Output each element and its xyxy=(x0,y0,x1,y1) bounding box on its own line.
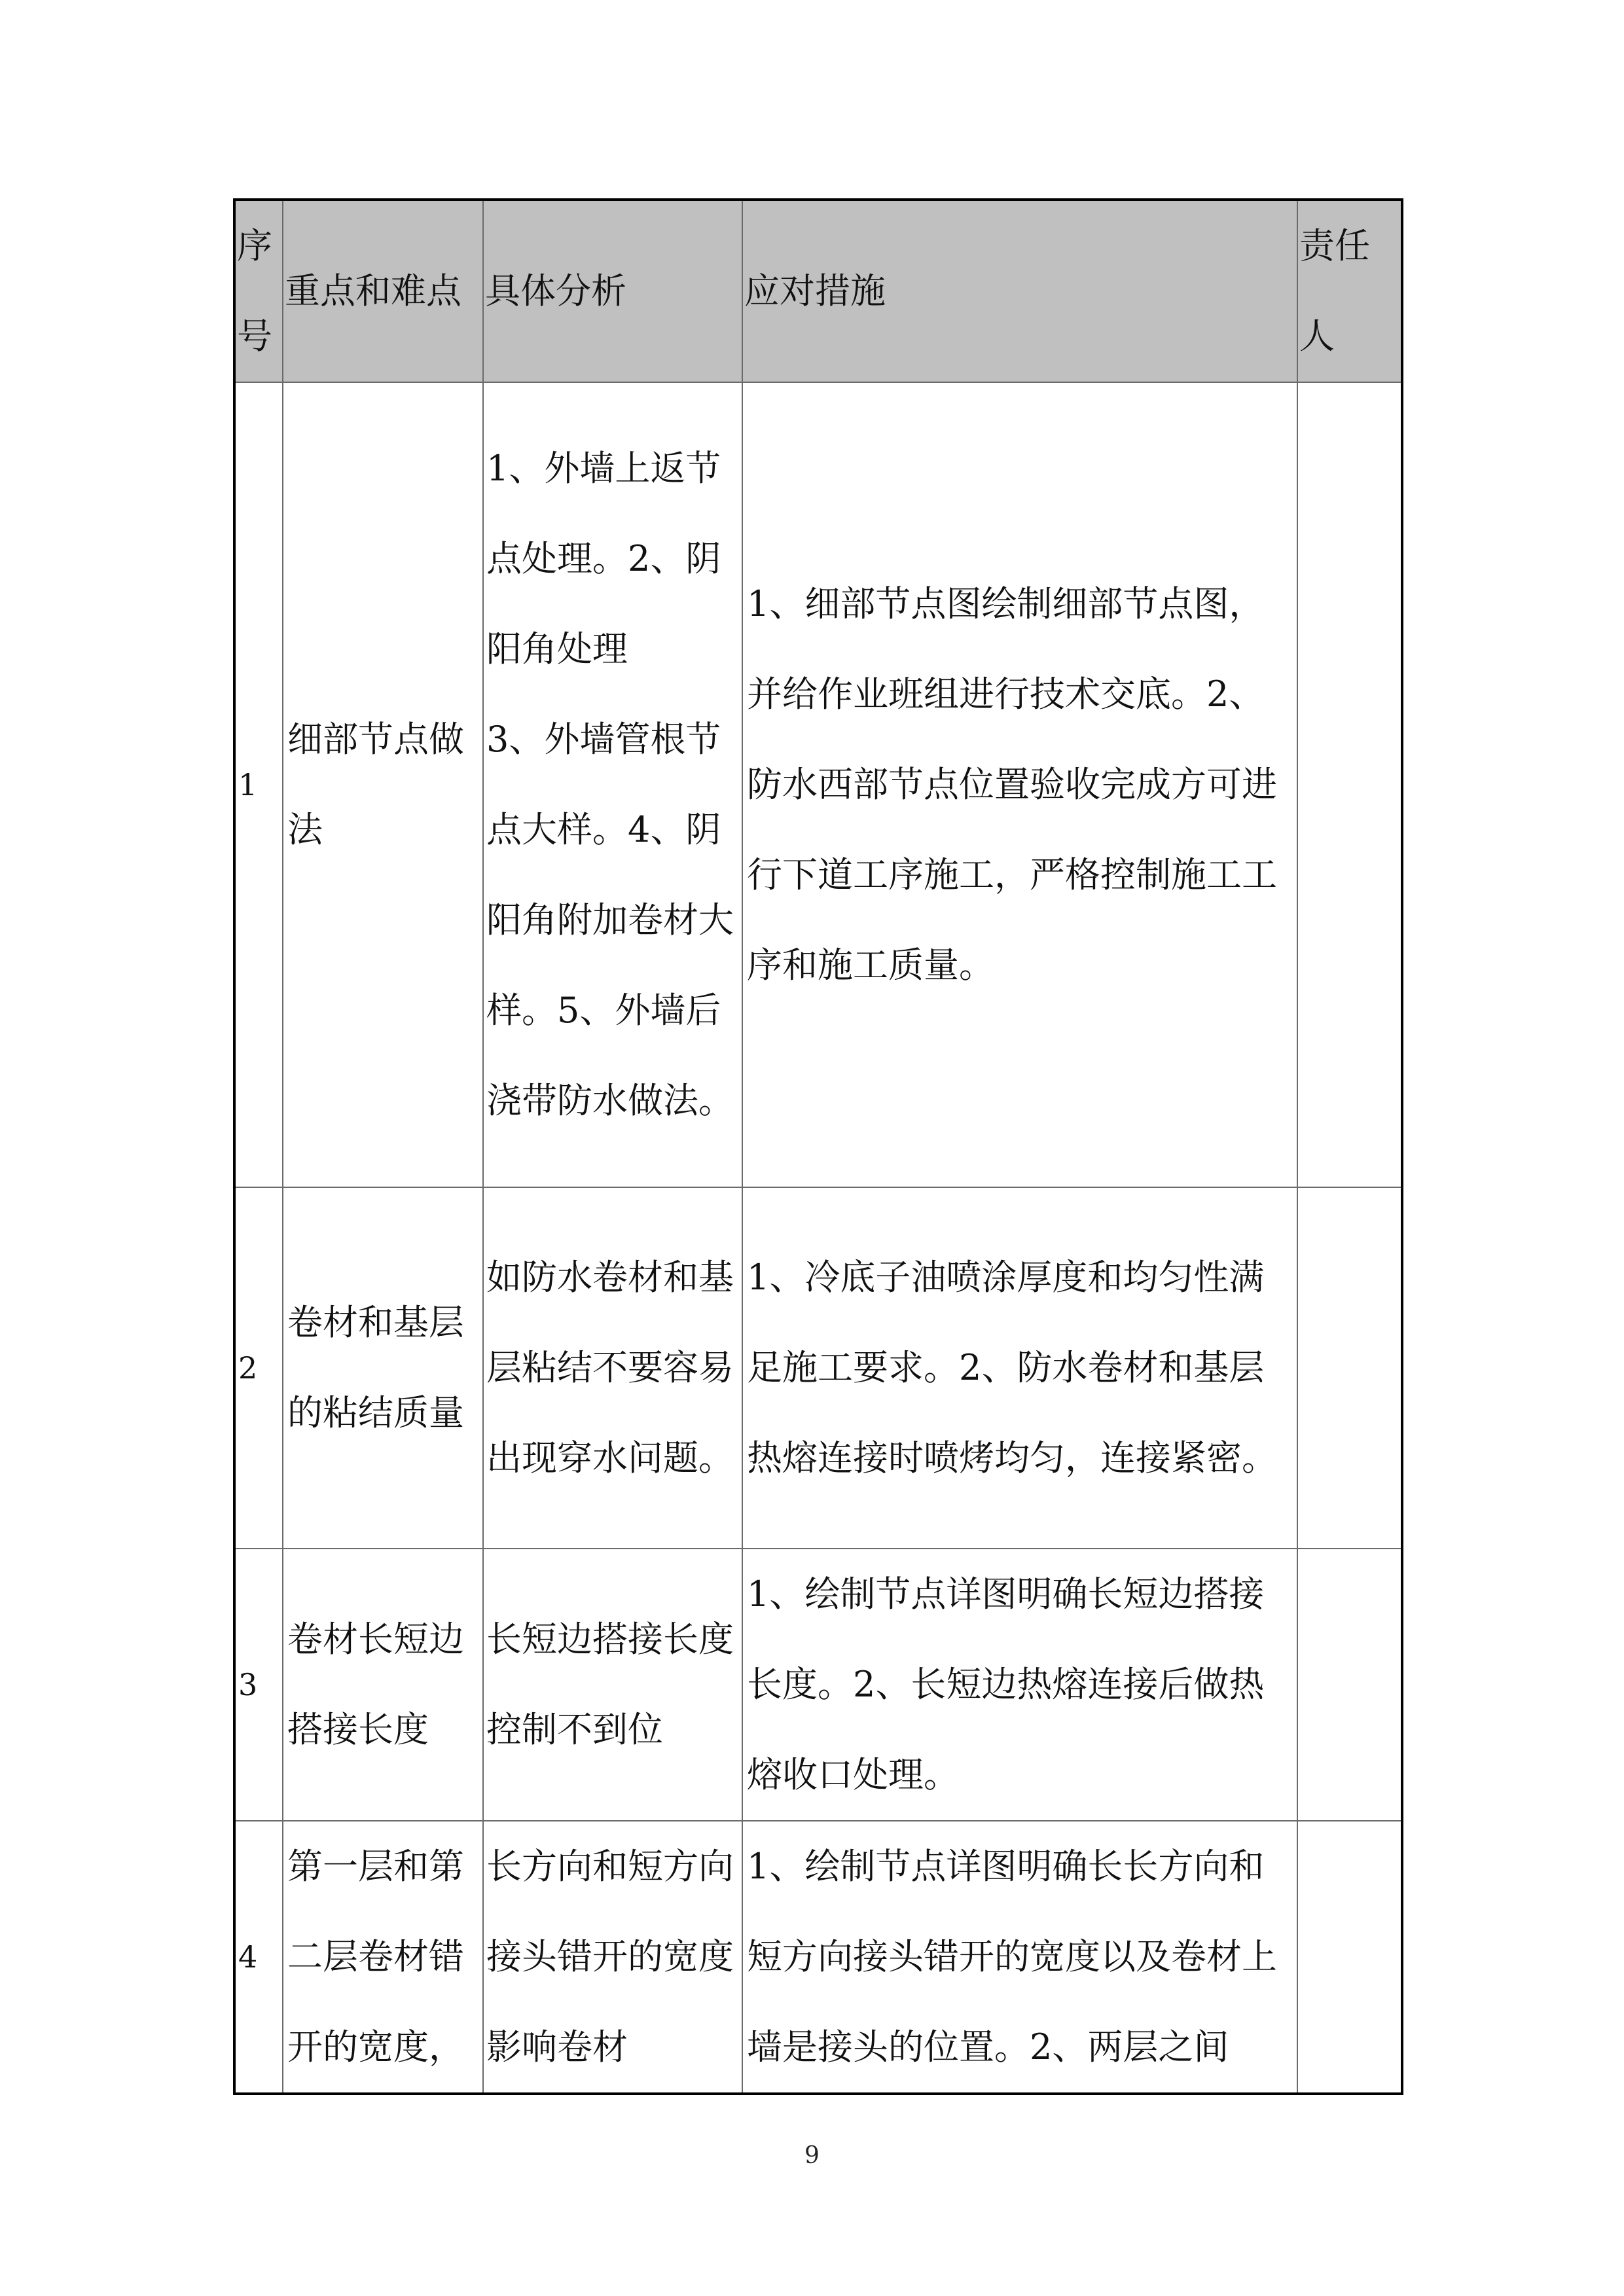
row-key-point: 卷材长短边搭接长度 xyxy=(283,1549,483,1821)
table-row xyxy=(234,1549,1402,1821)
row-responsible xyxy=(1297,382,1402,1187)
header-responsible-person: 责任人 xyxy=(1297,200,1402,382)
row-responsible xyxy=(1297,1821,1402,2094)
page-number: 9 xyxy=(804,2142,820,2169)
row-analysis: 1、外墙上返节点处理。2、阴阳角处理 3、外墙管根节点大样。4、阴阳角附加卷材大样。5、外墙后浇带防水做法。 xyxy=(483,382,742,1187)
header-specific-analysis: 具体分析 xyxy=(483,200,742,382)
row-serial-number: 2 xyxy=(234,1187,283,1549)
header-row xyxy=(234,200,1402,382)
header-key-difficult-points: 重点和难点 xyxy=(283,200,483,382)
row-serial-number: 3 xyxy=(234,1549,283,1821)
table-header xyxy=(234,200,1402,382)
row-responsible xyxy=(1297,1549,1402,1821)
construction-key-points-table xyxy=(233,198,1403,2095)
row-analysis: 如防水卷材和基层粘结不要容易出现穿水问题。 xyxy=(483,1187,742,1549)
table-row xyxy=(234,382,1402,1187)
row-key-point: 卷材和基层的粘结质量 xyxy=(283,1187,483,1549)
row-responsible xyxy=(1297,1187,1402,1549)
row-serial-number: 4 xyxy=(234,1821,283,2094)
table-body xyxy=(234,382,1402,2094)
row-measures: 1、冷底子油喷涂厚度和均匀性满足施工要求。2、防水卷材和基层热熔连接时喷烤均匀，连接紧密。 xyxy=(742,1187,1297,1549)
header-serial-number: 序号 xyxy=(234,200,283,382)
table-row xyxy=(234,1187,1402,1549)
table-row xyxy=(234,1821,1402,2094)
row-serial-number: 1 xyxy=(234,382,283,1187)
row-measures: 1、细部节点图绘制细部节点图，并给作业班组进行技术交底。2、防水西部节点位置验收完成方可进行下道工序施工，严格控制施工工序和施工质量。 xyxy=(742,382,1297,1187)
header-countermeasures: 应对措施 xyxy=(742,200,1297,382)
row-measures: 1、绘制节点详图明确长短边搭接长度。2、长短边热熔连接后做热熔收口处理。 xyxy=(742,1549,1297,1821)
row-analysis: 长短边搭接长度控制不到位 xyxy=(483,1549,742,1821)
row-measures: 1、绘制节点详图明确长长方向和短方向接头错开的宽度以及卷材上墙是接头的位置。2、两层之间 xyxy=(742,1821,1297,2094)
row-key-point: 细部节点做法 xyxy=(283,382,483,1187)
row-analysis: 长方向和短方向接头错开的宽度影响卷材 xyxy=(483,1821,742,2094)
row-key-point: 第一层和第二层卷材错开的宽度， xyxy=(283,1821,483,2094)
